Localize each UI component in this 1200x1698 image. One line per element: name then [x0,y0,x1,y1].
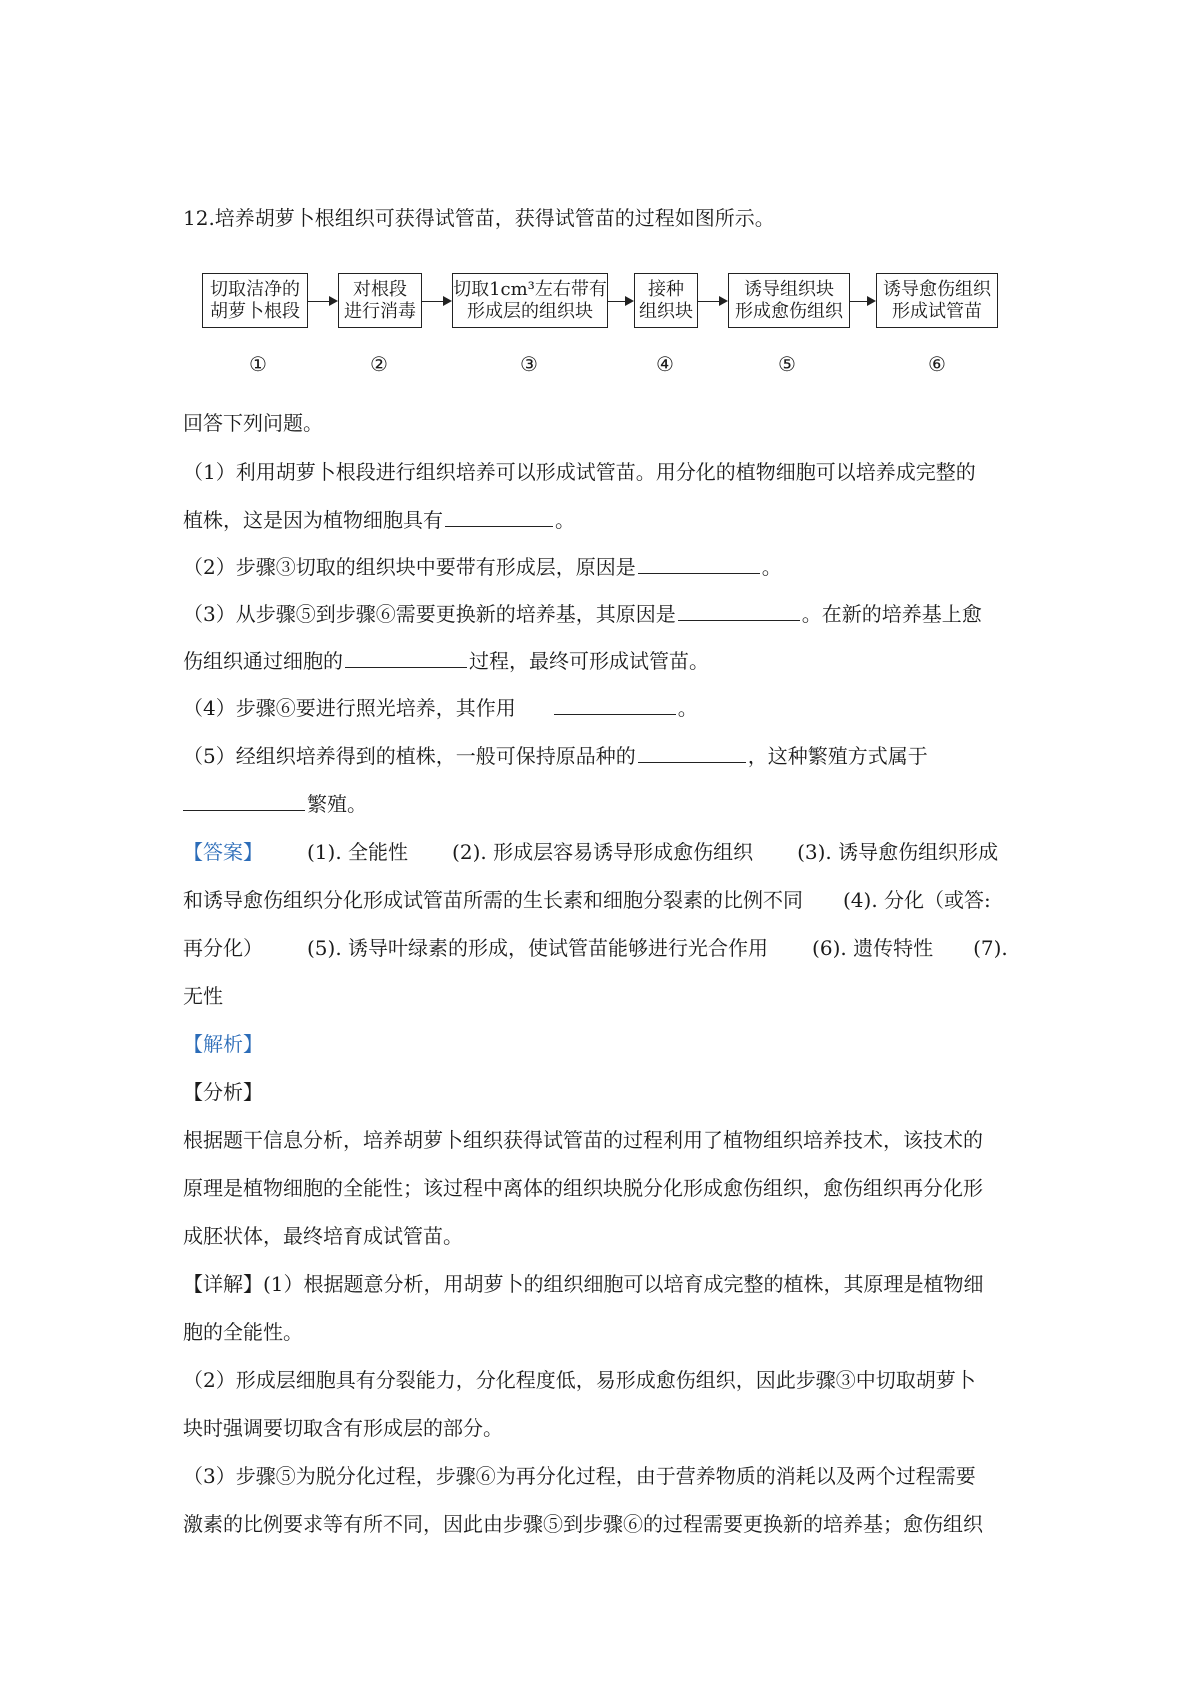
step-number-1: ① [249,352,267,376]
sub-question-4-text: （4）步骤⑥要进行照光培养，其作用 [183,696,516,720]
fenxi-label: 【分析】 [183,1080,263,1104]
answer-5: (5). 诱导叶绿素的形成，使试管苗能够进行光合作用 [307,936,769,960]
sub-question-4 [183,694,698,722]
flow-step-2-line1: 对根段 [353,278,407,300]
fenxi-line-3: 成胚状体，最终培育成试管苗。 [183,1224,463,1248]
flow-step-5-line1: 诱导组织块 [744,278,834,300]
flow-step-3-line2: 形成层的组织块 [467,300,593,322]
sub-question-1-line2 [183,506,575,534]
sub-question-5-end: 繁殖。 [307,792,367,816]
answer-blank-7 [183,790,305,811]
sub-question-5-text: （5）经组织培养得到的植株，一般可保持原品种的 [183,744,636,768]
flow-step-1-line2: 胡萝卜根段 [210,300,300,322]
answer-6: (6). 遗传特性 [812,936,934,960]
fenxi-line-2: 原理是植物细胞的全能性；该过程中离体的组织块脱分化形成愈伤组织，愈伤组织再分化形 [183,1176,983,1200]
answer-blank-4 [345,647,467,668]
sub-question-3-cont: 。在新的培养基上愈 [801,602,982,626]
detail-line-5: （3）步骤⑤为脱分化过程，步骤⑥为再分化过程，由于营养物质的消耗以及两个过程需要 [183,1464,976,1488]
sub-question-3-line2 [183,647,709,675]
sub-question-1-line1: （1）利用胡萝卜根段进行组织培养可以形成试管苗。用分化的植物细胞可以培养成完整的 [183,460,976,484]
flow-step-2-line2: 进行消毒 [344,300,416,322]
answer-blank-3 [678,600,800,621]
sub-question-5-line2 [183,790,367,818]
question-stem: 12.培养胡萝卜根组织可获得试管苗，获得试管苗的过程如图所示。 [183,206,775,230]
flow-step-3 [452,273,608,328]
sub-question-5-cont: ，这种繁殖方式属于 [747,744,928,768]
flow-step-4-line1: 接种 [648,278,684,300]
flow-step-1-line1: 切取洁净的 [210,278,300,300]
flow-step-3-line1: 切取1cm³左右带有 [453,278,607,300]
step-number-6: ⑥ [928,352,946,376]
sub-question-3-end: 过程，最终可形成试管苗。 [469,649,709,673]
flow-arrow-5 [850,301,874,302]
step-number-4: ④ [656,352,674,376]
detail-line-6: 激素的比例要求等有所不同，因此由步骤⑤到步骤⑥的过程需要更换新的培养基；愈伤组织 [183,1512,983,1536]
answer-blank-5 [554,694,676,715]
flow-step-6 [876,273,998,328]
question-prompt: 回答下列问题。 [183,411,323,435]
detail-label: 【详解】 [183,1272,263,1296]
detail-line-2: 胞的全能性。 [183,1320,303,1344]
answer-3-cont: 和诱导愈伤组织分化形成试管苗所需的生长素和细胞分裂素的比例不同 [183,888,803,912]
detail-line-3: （2）形成层细胞具有分裂能力，分化程度低，易形成愈伤组织，因此步骤③中切取胡萝卜 [183,1368,976,1392]
answer-4: (4). 分化（或答: [843,888,991,912]
sub-question-5-line1 [183,742,928,770]
flow-arrow-3 [608,301,632,302]
detail-line-4: 块时强调要切取含有形成层的部分。 [183,1416,503,1440]
flow-arrow-4 [698,301,726,302]
sub-question-4-end: 。 [677,696,698,720]
sub-question-2-end: 。 [761,555,782,579]
flow-arrow-2 [422,301,450,302]
answer-line-3 [183,934,1008,962]
answer-line-1 [183,838,998,866]
flow-step-4-line2: 组织块 [639,300,693,322]
answer-2: (2). 形成层容易诱导形成愈伤组织 [452,840,754,864]
sub-question-2 [183,553,782,581]
fenxi-line-1: 根据题干信息分析，培养胡萝卜组织获得试管苗的过程利用了植物组织培养技术，该技术的 [183,1128,983,1152]
answer-7: (7). [973,936,1008,960]
flow-step-6-line1: 诱导愈伤组织 [883,278,991,300]
sub-question-1-end: 。 [555,508,575,532]
detail-text-1: (1）根据题意分析，用胡萝卜的组织细胞可以培育成完整的植株，其原理是植物细 [263,1272,984,1296]
answer-line-4: 无性 [183,984,223,1008]
step-number-5: ⑤ [778,352,796,376]
answer-1: (1). 全能性 [307,840,409,864]
answer-4-cont: 再分化） [183,936,263,960]
answer-3: (3). 诱导愈伤组织形成 [797,840,999,864]
answer-blank-2 [638,553,760,574]
step-number-2: ② [370,352,388,376]
flow-step-5-line2: 形成愈伤组织 [735,300,843,322]
sub-question-3-text: （3）从步骤⑤到步骤⑥需要更换新的培养基，其原因是 [183,602,676,626]
detail-line-1 [183,1270,984,1298]
answer-blank-6 [638,742,746,763]
answer-line-2 [183,886,991,914]
sub-question-1-text: 植株，这是因为植物细胞具有 [183,508,443,532]
flow-step-1 [202,273,308,328]
analysis-label: 【解析】 [183,1032,263,1056]
flow-step-2 [338,273,422,328]
answer-label: 【答案】 [183,840,263,864]
sub-question-3-line1 [183,600,982,628]
flow-step-5 [728,273,850,328]
flow-step-4 [634,273,698,328]
flow-step-6-line2: 形成试管苗 [892,300,982,322]
flow-arrow-1 [308,301,336,302]
sub-question-2-text: （2）步骤③切取的组织块中要带有形成层，原因是 [183,555,636,579]
sub-question-3-text2: 伤组织通过细胞的 [183,649,343,673]
answer-blank-1 [445,506,553,527]
step-number-3: ③ [520,352,538,376]
